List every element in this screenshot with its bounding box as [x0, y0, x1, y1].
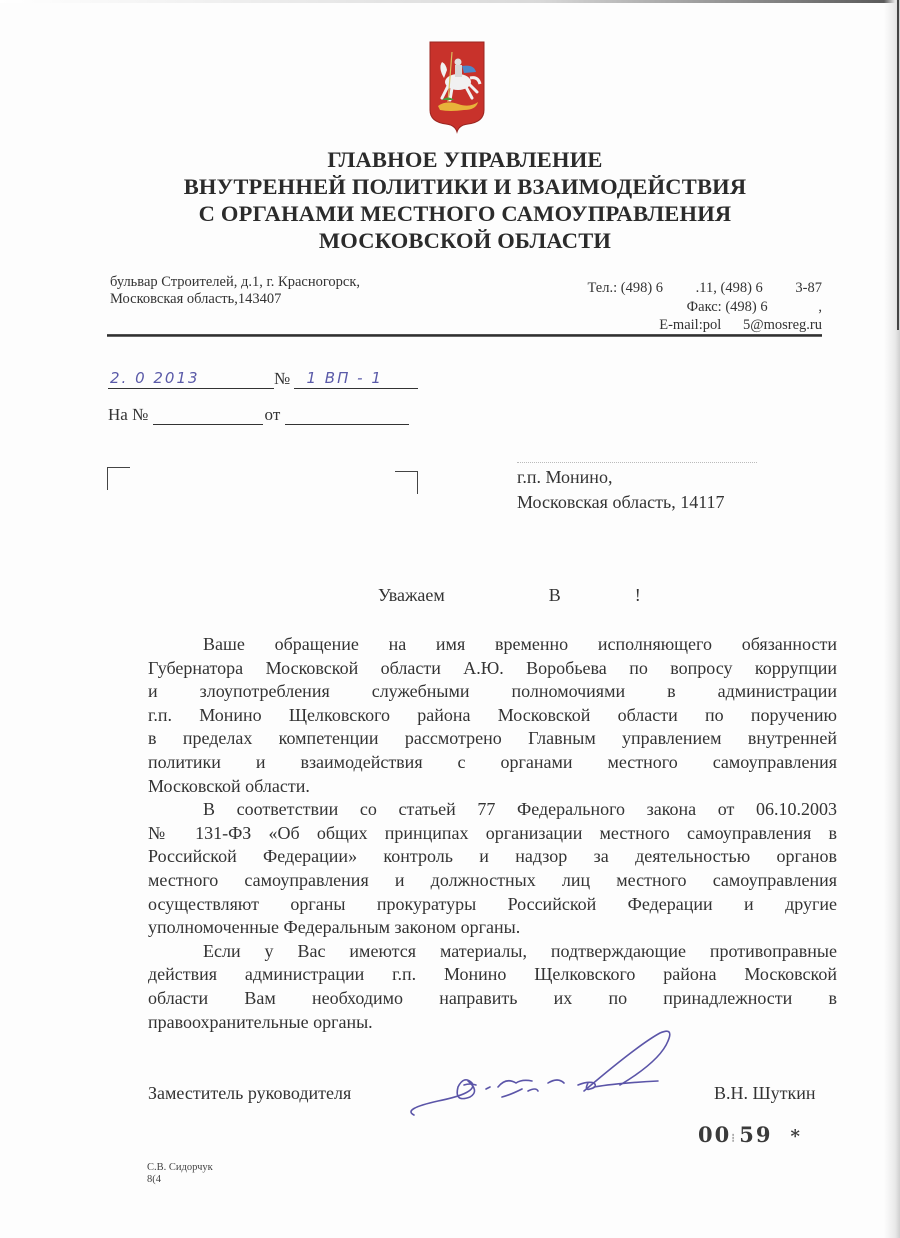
- ref-from-label: от: [264, 405, 281, 424]
- recipient-address: [517, 465, 725, 515]
- ref-date-field: [285, 402, 409, 425]
- incoming-reference: [108, 402, 409, 425]
- email-line: E-mail:pol 5@mosreg.ru: [659, 317, 822, 333]
- greeting-prefix: Уважаем: [378, 585, 445, 605]
- greeting-suffix: !: [634, 585, 641, 605]
- executor-info: [147, 1162, 213, 1186]
- body-line: политики и взаимодействия с органами местного самоуправления: [148, 751, 837, 772]
- date-field: [108, 366, 274, 389]
- org-title-line: ВНУТРЕННЕЙ ПОЛИТИКИ И ВЗАИМОДЕЙСТВИЯ: [183, 174, 747, 199]
- fax-line: Факс: (498) 6 ,: [686, 298, 822, 315]
- ref-number-field: [153, 402, 263, 425]
- body-line: уполномоченные Федеральным законом органы.: [148, 917, 521, 938]
- body-paragraph: [148, 940, 837, 1034]
- outgoing-registration: [108, 366, 418, 389]
- body-line: Российской Федерации» контроль и надзор за деятельностью органов: [148, 846, 837, 867]
- body-line: действия администрации г.п. Монино Щелковского района Московской: [148, 964, 837, 985]
- recipient-line: г.п. Монино,: [517, 467, 613, 487]
- body-line: правоохранительные органы.: [148, 1011, 373, 1032]
- greeting-initial: В: [548, 585, 561, 605]
- org-title-line: С ОРГАНАМИ МЕСТНОГО САМОУПРАВЛЕНИЯ: [198, 201, 732, 226]
- stamp-mark: *: [790, 1126, 802, 1147]
- signer-position: Заместитель руководителя: [148, 1083, 352, 1103]
- signer-name: В.Н. Шуткин: [714, 1083, 816, 1103]
- handwritten-number: 1 ВП - 1: [306, 369, 383, 387]
- body-line: в пределах компетенции рассмотрено Главным управлением внутренней: [148, 728, 837, 749]
- scan-edge-top: [0, 0, 900, 3]
- executor-phone: 8(4: [147, 1174, 198, 1185]
- handwritten-signature-icon: [398, 1025, 718, 1125]
- letterhead-divider: [107, 334, 822, 337]
- body-line: местного самоуправления и должностных лиц местного самоуправления: [148, 869, 837, 890]
- body-line: осуществляют органы прокуратуры Российской Федерации и другие: [148, 893, 837, 914]
- ref-number-label: На №: [108, 405, 149, 424]
- number-label: №: [274, 369, 291, 388]
- body-line: области Вам необходимо направить их по принадлежности в: [148, 987, 837, 1008]
- scan-edge-shadow: [897, 0, 899, 330]
- address-corner-right: [395, 471, 418, 494]
- org-address: [110, 274, 360, 308]
- handwritten-date: 2. 0 2013: [110, 369, 200, 387]
- stamp-number-left: 00: [698, 1122, 732, 1147]
- org-title-line: МОСКОВСКОЙ ОБЛАСТИ: [318, 228, 612, 253]
- organization-title: [100, 146, 830, 254]
- body-paragraph: [148, 798, 837, 940]
- coat-of-arms-icon: [428, 40, 486, 134]
- body-line: Губернатора Московской области А.Ю. Воробьева по вопросу коррупции: [148, 657, 837, 678]
- recipient-redacted-mark: [517, 452, 757, 463]
- registration-stamp: 00⁝ 59 *: [698, 1122, 802, 1147]
- phone-line: Тел.: (498) 6 .11, (498) 6 3-87: [587, 280, 822, 296]
- letter-body: [148, 633, 837, 1034]
- body-line: В соответствии со статьей 77 Федерального закона от 06.10.2003: [203, 799, 837, 820]
- address-line: Московская область,143407: [110, 291, 282, 307]
- body-line: и злоупотребления служебными полномочиями в администрации: [148, 681, 837, 702]
- body-line: № 131-ФЗ «Об общих принципах организации местного самоуправления в: [148, 822, 837, 843]
- body-line: Московской области.: [148, 775, 310, 796]
- executor-name: С.В. Сидорчук: [147, 1162, 213, 1173]
- org-contacts: [588, 279, 823, 335]
- number-field: [294, 366, 418, 389]
- address-corner-left: [107, 467, 130, 490]
- org-title-line: ГЛАВНОЕ УПРАВЛЕНИЕ: [327, 147, 603, 172]
- body-line: Если у Вас имеются материалы, подтверждающие противоправные: [203, 940, 837, 961]
- address-line: бульвар Строителей, д.1, г. Красногорск,: [110, 274, 361, 290]
- greeting: [378, 585, 641, 606]
- stamp-number-right: 59: [739, 1122, 773, 1147]
- body-line: Ваше обращение на имя временно исполняющего обязанности: [203, 634, 837, 654]
- recipient-line: Московская область, 14117: [517, 492, 725, 512]
- body-paragraph: [148, 633, 837, 798]
- body-line: г.п. Монино Щелковского района Московской области по поручению: [148, 704, 837, 725]
